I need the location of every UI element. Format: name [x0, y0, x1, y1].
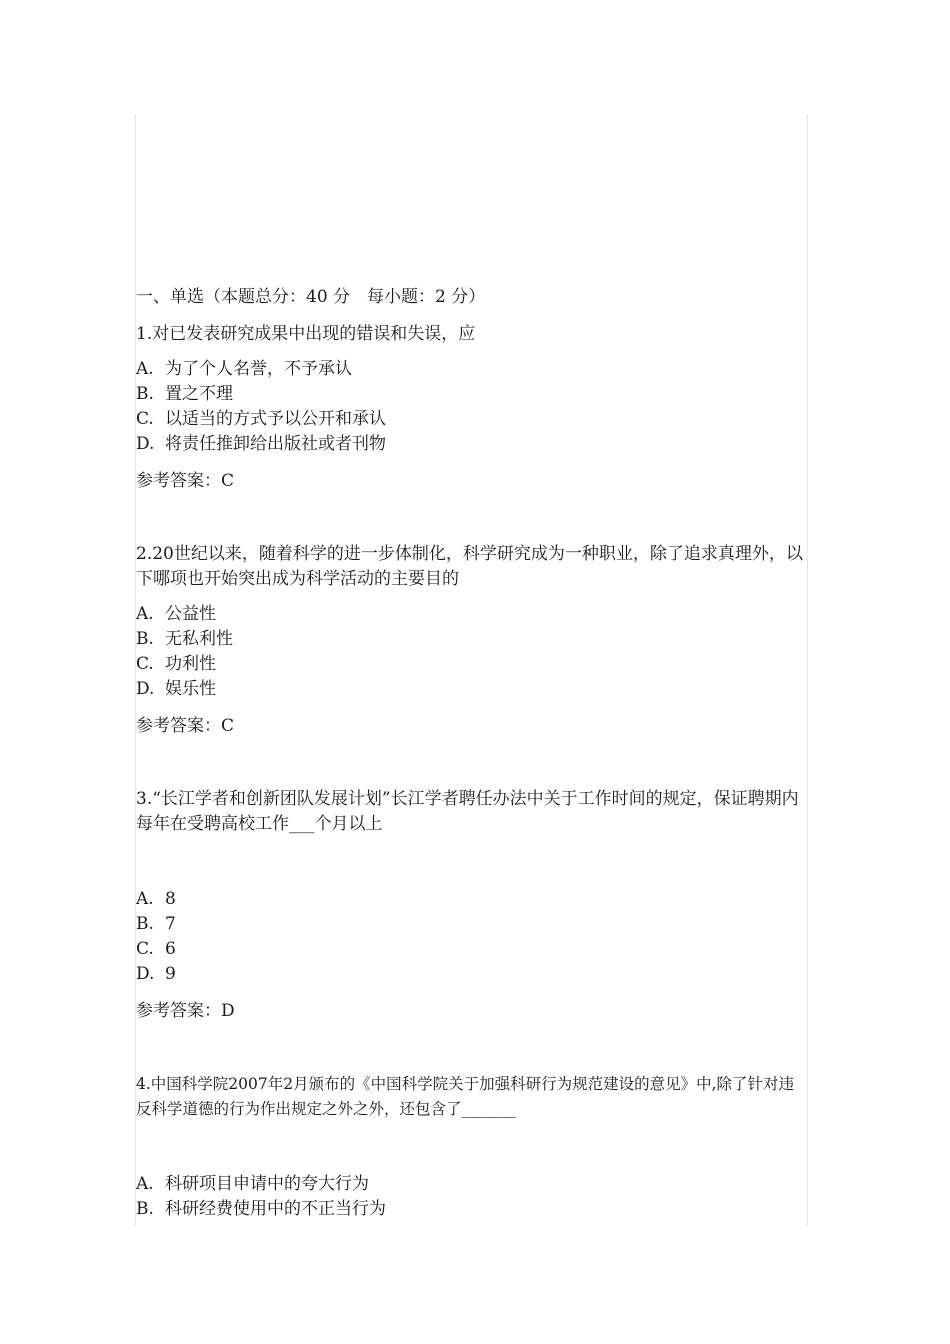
option-letter: A.	[136, 604, 154, 624]
option-text: 公益性	[165, 604, 216, 624]
option-letter: C.	[136, 654, 154, 674]
option-a	[136, 357, 808, 382]
option-list	[136, 887, 808, 987]
option-a	[136, 602, 808, 627]
option-text: 9	[165, 964, 176, 984]
question-3	[136, 787, 808, 1024]
spacer	[136, 739, 808, 787]
option-text: 6	[165, 939, 176, 959]
option-d	[136, 432, 808, 457]
option-d	[136, 962, 808, 987]
option-c	[136, 407, 808, 432]
option-c	[136, 937, 808, 962]
option-text: 娱乐性	[165, 679, 216, 699]
question-1	[136, 322, 808, 494]
option-b	[136, 627, 808, 652]
option-c	[136, 652, 808, 677]
option-b	[136, 1197, 808, 1222]
option-letter: A.	[136, 359, 154, 379]
option-text: 7	[165, 914, 176, 934]
reference-answer: 参考答案：C	[136, 716, 235, 736]
option-a	[136, 1172, 808, 1197]
option-list	[136, 357, 808, 457]
reference-answer: 参考答案：C	[136, 471, 235, 491]
option-letter: B.	[136, 384, 154, 404]
option-letter: D.	[136, 964, 155, 984]
option-text: 以适当的方式予以公开和承认	[165, 409, 386, 429]
option-b	[136, 382, 808, 407]
spacer	[136, 1024, 808, 1072]
option-letter: D.	[136, 434, 155, 454]
option-letter: C.	[136, 939, 154, 959]
option-d	[136, 677, 808, 702]
option-letter: A.	[136, 1174, 154, 1194]
question-stem: 2.20世纪以来，随着科学的进一步体制化，科学研究成为一种职业，除了追求真理外，以下哪项也开始突出成为科学活动的主要目的	[136, 544, 803, 589]
question-stem: 4.中国科学院2007年2月颁布的《中国科学院关于加强科研行为规范建设的意见》中,除了针对违反科学道德的行为作出规定之外之外，还包含了_______	[136, 1075, 795, 1118]
option-text: 科研项目申请中的夸大行为	[165, 1174, 369, 1194]
option-list	[136, 1172, 808, 1222]
option-letter: A.	[136, 889, 154, 909]
reference-answer: 参考答案：D	[136, 1001, 235, 1021]
option-letter: B.	[136, 914, 154, 934]
option-text: 8	[165, 889, 176, 909]
option-a	[136, 887, 808, 912]
option-text: 功利性	[165, 654, 216, 674]
question-2	[136, 542, 808, 739]
option-text: 置之不理	[165, 384, 233, 404]
option-letter: C.	[136, 409, 154, 429]
document-content	[136, 285, 808, 1222]
option-text: 将责任推卸给出版社或者刊物	[165, 434, 386, 454]
option-letter: B.	[136, 629, 154, 649]
option-text: 科研经费使用中的不正当行为	[165, 1199, 386, 1219]
option-list	[136, 602, 808, 702]
question-stem: 3.“长江学者和创新团队发展计划”长江学者聘任办法中关于工作时间的规定，保证聘期内每年在受聘高校工作___个月以上	[136, 789, 799, 834]
option-b	[136, 912, 808, 937]
option-letter: B.	[136, 1199, 154, 1219]
question-stem: 1.对已发表研究成果中出现的错误和失误，应	[136, 324, 476, 344]
option-letter: D.	[136, 679, 155, 699]
option-text: 无私利性	[165, 629, 233, 649]
question-4	[136, 1072, 808, 1222]
spacer	[136, 494, 808, 542]
option-text: 为了个人名誉，不予承认	[165, 359, 352, 379]
section-title: 一、单选（本题总分：40 分 每小题：2 分）	[136, 287, 486, 307]
